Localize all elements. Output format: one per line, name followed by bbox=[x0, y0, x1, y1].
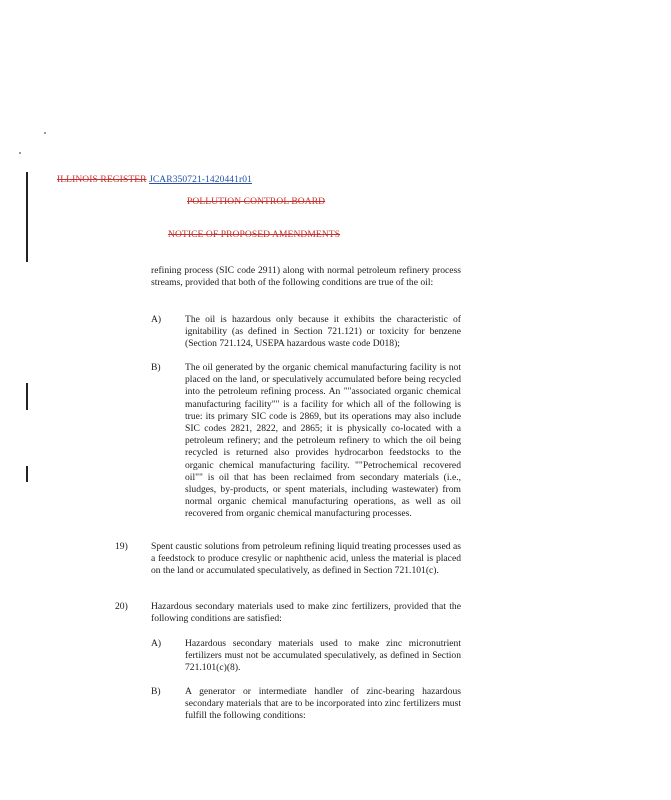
item-20a-marker: A) bbox=[151, 638, 162, 649]
register-header bbox=[57, 175, 252, 185]
item-20b-marker: B) bbox=[151, 686, 161, 697]
item-19-text: Spent caustic solutions from petroleum refining liquid treating processes used as a feedstock to produce cresylic or naphthenic acid, unless the material is placed on the land or accumulated speculatively, as defined in Section 721.101(c). bbox=[151, 541, 461, 577]
board-heading: POLLUTION CONTROL BOARD bbox=[187, 197, 326, 207]
item-20-marker: 20) bbox=[115, 601, 128, 612]
register-title-deleted: ILLINOIS REGISTER bbox=[57, 175, 147, 185]
register-code-inserted: JCAR350721-1420441r01 bbox=[149, 175, 252, 185]
item-20-text: Hazardous secondary materials used to make zinc fertilizers, provided that the following conditions are satisfied: bbox=[151, 601, 461, 625]
item-b-marker: B) bbox=[151, 362, 161, 373]
intro-paragraph: refining process (SIC code 2911) along with normal petroleum refinery process streams, provided that both of the following conditions are true of the oil: bbox=[151, 265, 461, 289]
item-a-text: The oil is hazardous only because it exhibits the characteristic of ignitability (as defined in Section 721.121) or toxicity for benzene (Section 721.124, USEPA hazardous waste code D018); bbox=[185, 314, 461, 350]
item-20a-text: Hazardous secondary materials used to make zinc micronutrient fertilizers must not be accumulated speculatively, as defined in Section 721.101(c)(8). bbox=[185, 638, 461, 674]
change-bar bbox=[26, 466, 28, 482]
change-bar bbox=[26, 172, 28, 262]
item-a-marker: A) bbox=[151, 314, 162, 325]
item-b-text: The oil generated by the organic chemical manufacturing facility is not placed on the land, or speculatively accumulated before being recycled into the petroleum refining process. An ""associated organic chemical manufacturing facility"" is a facility for which all of the following is true: its primary SIC code is 2869, but its operations may also include SIC codes 2821, 2822, and 2865; it is physically co-located with a petroleum refinery; and the petroleum refinery to which the oil being recycled is returned also provides hydrocarbon feedstocks to the organic chemical manufacturing facility. ""Petrochemical recovered oil"" is oil that has been reclaimed from secondary materials (i.e., sludges, by-products, or spent materials, including wastewater) from normal organic chemical manufacturing operations, as well as oil recovered from organic chemical manufacturing processes. bbox=[185, 362, 461, 520]
item-20b-text: A generator or intermediate handler of zinc-bearing hazardous secondary materials that are to be incorporated into zinc fertilizers must fulfill the following conditions: bbox=[185, 686, 461, 722]
item-19-marker: 19) bbox=[115, 541, 128, 552]
notice-heading: NOTICE OF PROPOSED AMENDMENTS bbox=[168, 230, 341, 240]
change-bar bbox=[26, 383, 28, 410]
